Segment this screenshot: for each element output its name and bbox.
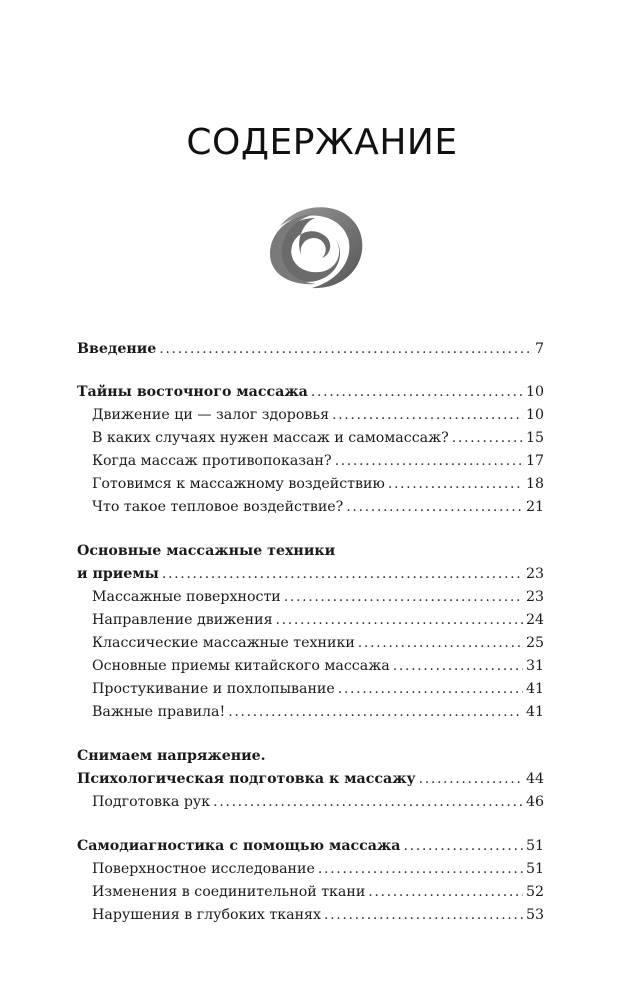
toc-section-title: Психологическая подготовка к массажу: [77, 771, 416, 787]
toc-item-row[interactable]: [77, 881, 544, 904]
dot-leader: [276, 609, 523, 632]
section-gap: [77, 724, 544, 745]
toc-item-row[interactable]: [77, 632, 544, 655]
toc-section-row[interactable]: [77, 381, 544, 404]
toc-section-row[interactable]: [77, 540, 544, 563]
toc-page-number: 52: [525, 884, 544, 900]
toc-item-label: Основные приемы китайского массажа: [92, 658, 390, 674]
dot-leader: [346, 496, 523, 519]
dot-leader: [404, 835, 523, 858]
toc-page-number: 24: [525, 612, 544, 628]
toc-page-number: 21: [525, 499, 544, 515]
toc-item-row[interactable]: [77, 450, 544, 473]
dot-leader: [338, 678, 523, 701]
toc-section-row[interactable]: [77, 745, 544, 768]
dot-leader: [324, 904, 523, 927]
table-of-contents: [77, 338, 544, 927]
toc-item-row[interactable]: [77, 496, 544, 519]
toc-item-row[interactable]: [77, 427, 544, 450]
dot-leader: [332, 404, 523, 427]
dot-leader: [284, 586, 523, 609]
toc-item-label: Нарушения в глубоких тканях: [92, 907, 322, 923]
toc-page-number: 51: [525, 861, 544, 877]
toc-section-title: Основные массажные техники: [77, 543, 336, 559]
dot-leader: [393, 655, 523, 678]
toc-page-number: 53: [525, 907, 544, 923]
dot-leader: [419, 768, 523, 791]
toc-item-label: Важные правила!: [92, 704, 226, 720]
toc-item-row[interactable]: [77, 404, 544, 427]
toc-page-number: 46: [525, 794, 544, 810]
dot-leader: [228, 701, 523, 724]
toc-item-label: Готовимся к массажному воздействию: [92, 476, 385, 492]
dot-leader: [368, 881, 523, 904]
toc-section-row[interactable]: [77, 338, 544, 361]
toc-item-row[interactable]: [77, 678, 544, 701]
toc-section-title: Введение: [77, 341, 157, 357]
dot-leader: [335, 450, 523, 473]
toc-section-title: Самодиагностика с помощью массажа: [77, 838, 401, 854]
toc-item-label: Изменения в соединительной ткани: [92, 884, 366, 900]
toc-item-label: Когда массаж противопоказан?: [92, 453, 332, 469]
dot-leader: [358, 632, 523, 655]
toc-section-title: Снимаем напряжение.: [77, 748, 266, 764]
toc-item-row[interactable]: [77, 791, 544, 814]
toc-section-title: Тайны восточного массажа: [77, 384, 308, 400]
toc-page-number: 10: [525, 407, 544, 423]
toc-item-row[interactable]: [77, 858, 544, 881]
toc-item-label: Массажные поверхности: [92, 589, 281, 605]
dot-leader: [452, 427, 523, 450]
toc-item-label: Классические массажные техники: [92, 635, 355, 651]
toc-page-number: 23: [525, 566, 544, 582]
toc-item-label: Направление движения: [92, 612, 273, 628]
dot-leader: [318, 858, 523, 881]
toc-page-number: 18: [525, 476, 544, 492]
section-gap: [77, 814, 544, 835]
toc-item-label: Подготовка рук: [92, 794, 211, 810]
dot-leader: [388, 473, 523, 496]
dot-leader: [159, 338, 532, 361]
page-title: СОДЕРЖАНИЕ: [186, 122, 458, 163]
toc-item-row[interactable]: [77, 904, 544, 927]
toc-item-row[interactable]: [77, 655, 544, 678]
toc-page-number: 25: [525, 635, 544, 651]
dot-leader: [213, 791, 523, 814]
toc-page-number: 44: [525, 771, 544, 787]
toc-section-row[interactable]: [77, 768, 544, 791]
toc-section-row[interactable]: [77, 563, 544, 586]
toc-item-row[interactable]: [77, 586, 544, 609]
toc-item-row[interactable]: [77, 473, 544, 496]
swirl-logo-icon: [260, 196, 370, 296]
toc-page-number: 17: [525, 453, 544, 469]
toc-page-number: 31: [525, 658, 544, 674]
toc-section-row[interactable]: [77, 835, 544, 858]
toc-item-label: Что такое тепловое воздействие?: [92, 499, 344, 515]
dot-leader: [311, 381, 523, 404]
toc-page-number: 51: [525, 838, 544, 854]
toc-item-label: Простукивание и похлопывание: [92, 681, 335, 697]
section-gap: [77, 519, 544, 540]
toc-page-number: 10: [525, 384, 544, 400]
toc-page-number: 7: [534, 341, 544, 357]
toc-item-label: Поверхностное исследование: [92, 861, 315, 877]
section-gap: [77, 361, 544, 381]
toc-section-title: и приемы: [77, 566, 159, 582]
toc-page-number: 15: [525, 430, 544, 446]
toc-item-row[interactable]: [77, 609, 544, 632]
toc-item-label: Движение ци — залог здоровья: [92, 407, 330, 423]
toc-page-number: 41: [525, 704, 544, 720]
toc-item-row[interactable]: [77, 701, 544, 724]
toc-page-number: 23: [525, 589, 544, 605]
toc-item-label: В каких случаях нужен массаж и самомассаж?: [92, 430, 449, 446]
dot-leader: [162, 563, 523, 586]
toc-page-number: 41: [525, 681, 544, 697]
